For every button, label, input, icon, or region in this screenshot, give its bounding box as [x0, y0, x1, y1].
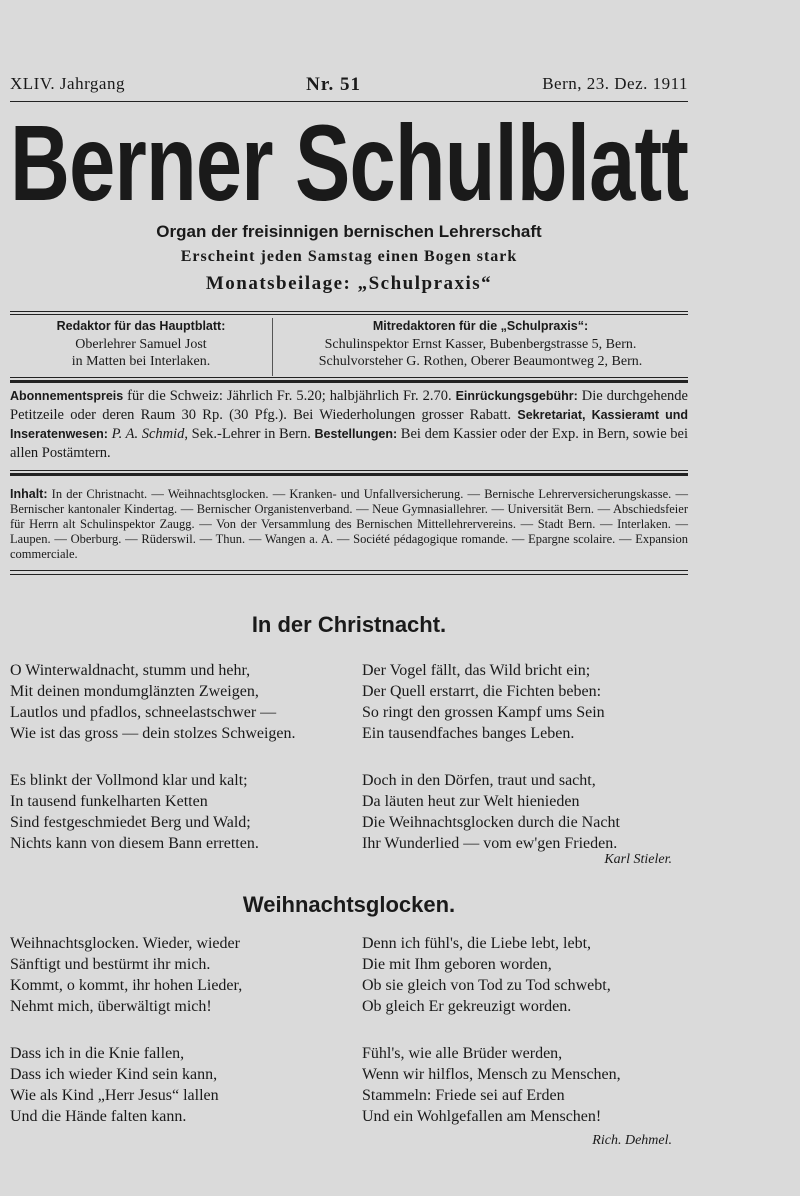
verse-line: Der Vogel fällt, das Wild bricht ein;	[362, 662, 591, 679]
poem-column	[10, 660, 296, 854]
editors-box	[10, 318, 688, 376]
verse-line: Weihnachtsglocken. Wieder, wieder	[10, 935, 240, 952]
verse-line: Nehmt mich, überwältigt mich!	[10, 998, 212, 1015]
stanza	[10, 1043, 242, 1127]
stanza	[10, 770, 296, 854]
poem-title: Weihnachtsglocken.	[242, 892, 456, 917]
verse-line: So ringt den grossen Kampf ums Sein	[362, 704, 605, 721]
label: Sekretariat, Kassieramt und Inseratenwesen:	[10, 408, 688, 441]
verse-line: Wenn wir hilflos, Mensch zu Menschen,	[362, 1066, 621, 1083]
verse-line: Die Weihnachtsglocken durch die Nacht	[362, 814, 620, 831]
stanza	[362, 660, 620, 744]
verse-line: Der Quell erstarrt, die Fichten beben:	[362, 683, 602, 700]
newspaper-title: Berner Schulblatt	[10, 102, 689, 223]
verse-line: Ein tausendfaches banges Leben.	[362, 725, 575, 742]
place-date: Bern, 23. Dez. 1911	[542, 74, 688, 93]
editor-line: in Matten bei Interlaken.	[71, 354, 211, 369]
divider	[10, 473, 688, 476]
stanza	[10, 660, 296, 744]
stanza	[362, 933, 621, 1017]
verse-line: Sind festgeschmiedet Berg und Wald;	[10, 814, 251, 831]
divider	[10, 570, 688, 571]
verse-line: Und die Hände falten kann.	[10, 1108, 187, 1125]
issue-number: Nr. 51	[306, 74, 362, 95]
verse-line: Denn ich fühl's, die Liebe lebt, lebt,	[362, 935, 592, 952]
label: Inhalt:	[10, 487, 48, 501]
verse-line: Und ein Wohlgefallen am Menschen!	[362, 1108, 602, 1125]
masthead-line	[10, 74, 688, 96]
divider	[10, 314, 688, 315]
verse-line: Lautlos und pfadlos, schneelastschwer —	[10, 704, 277, 721]
poem-column	[362, 660, 620, 854]
subscription-info	[10, 387, 688, 463]
subtitle: Erscheint jeden Samstag einen Bogen stark	[180, 248, 518, 265]
name: P. A. Schmid	[111, 426, 185, 442]
subtitle: Monatsbeilage: „Schulpraxis“	[205, 273, 493, 294]
poem-column	[362, 933, 621, 1127]
verse-line: Mit deinen mondumglänzten Zweigen,	[10, 683, 259, 700]
editor-line: Schulinspektor Ernst Kasser, Bubenbergstrasse 5, Bern.	[324, 336, 637, 352]
verse-line: Nichts kann von diesem Bann erretten.	[10, 835, 259, 852]
stanza	[362, 1043, 621, 1127]
verse-line: Kommt, o kommt, ihr hohen Lieder,	[10, 977, 243, 994]
verse-line: Doch in den Dörfen, traut und sacht,	[362, 772, 596, 789]
label: Einrückungsgebühr:	[455, 389, 578, 403]
verse-line: Wie ist das gross — dein stolzes Schweigen.	[10, 725, 296, 742]
editor-line: Schulvorsteher G. Rothen, Oberer Beaumontweg 2, Bern.	[318, 354, 643, 369]
label: Bestellungen:	[314, 427, 398, 441]
verse-line: Dass ich in die Knie fallen,	[10, 1045, 185, 1062]
editor-line: Oberlehrer Samuel Jost	[75, 336, 207, 352]
poem-column	[10, 933, 242, 1127]
divider	[10, 377, 688, 378]
divider	[10, 380, 688, 383]
label: Abonnementspreis	[10, 389, 124, 403]
text: Bei dem Kassier oder der Exp. in Bern, sowie bei allen Postämtern.	[10, 426, 689, 461]
poem-title: In der Christnacht.	[251, 612, 447, 637]
verse-line: Wie als Kind „Herr Jesus“ lallen	[10, 1087, 219, 1104]
contents-text: In der Christnacht. — Weihnachtsglocken. — Kranken- und Unfallversicherung. — Bernische Lehrerversicherungskasse. — Bernischer kantonaler Kindertag. — Bernischer Organistenverband. — Neue Gymnasiallehrer. — Universität Bern. — Abschiedsfeier für Herrn alt Schulinspektor Zaugg. — Von der Versammlung des Bernischen Mittellehrervereins. — Stadt Bern. — Interlaken. — Laupen. — Oberburg. — Rüderswil. — Thun. — Wangen a. A. — Société pédagogique romande. — Epargne scolaire. — Expansion commerciale.	[10, 487, 688, 561]
editor-heading: Mitredaktoren für die „Schulpraxis“:	[372, 319, 589, 333]
poem-author: Karl Stieler.	[604, 852, 672, 867]
verse-line: Die mit Ihm geboren worden,	[362, 956, 552, 973]
divider	[10, 574, 688, 575]
verse-line: Ob sie gleich von Tod zu Tod schwebt,	[362, 977, 611, 994]
verse-line: Ob gleich Er gekreuzigt worden.	[362, 998, 572, 1015]
text: , Sek.-Lehrer in Bern.	[184, 426, 315, 442]
table-of-contents	[10, 487, 688, 562]
divider	[10, 470, 688, 471]
poem-author: Rich. Dehmel.	[592, 1133, 672, 1148]
text: Die durchgehende Petitzeile oder deren Raum 30 Rp. (30 Pfg.). Bei Wiederholungen grosser Rabatt.	[10, 388, 688, 423]
verse-line: Es blinkt der Vollmond klar und kalt;	[10, 772, 248, 789]
verse-line: Da läuten heut zur Welt hienieden	[362, 793, 580, 810]
text: für die Schweiz: Jährlich Fr. 5.20; halbjährlich Fr. 2.70.	[123, 388, 456, 404]
verse-line: Sänftigt und bestürmt ihr mich.	[10, 956, 211, 973]
volume: XLIV. Jahrgang	[10, 74, 125, 93]
divider	[10, 311, 688, 312]
verse-line: Stammeln: Friede sei auf Erden	[362, 1087, 565, 1104]
verse-line: O Winterwaldnacht, stumm und hehr,	[10, 662, 251, 679]
verse-line: Ihr Wunderlied — vom ew'gen Frieden.	[362, 835, 618, 852]
verse-line: In tausend funkelharten Ketten	[10, 793, 208, 810]
stanza	[362, 770, 620, 854]
editor-heading: Redaktor für das Hauptblatt:	[56, 319, 226, 333]
verse-line: Dass ich wieder Kind sein kann,	[10, 1066, 218, 1083]
verse-line: Fühl's, wie alle Brüder werden,	[362, 1045, 563, 1062]
stanza	[10, 933, 242, 1017]
subtitle: Organ der freisinnigen bernischen Lehrerschaft	[156, 222, 542, 241]
